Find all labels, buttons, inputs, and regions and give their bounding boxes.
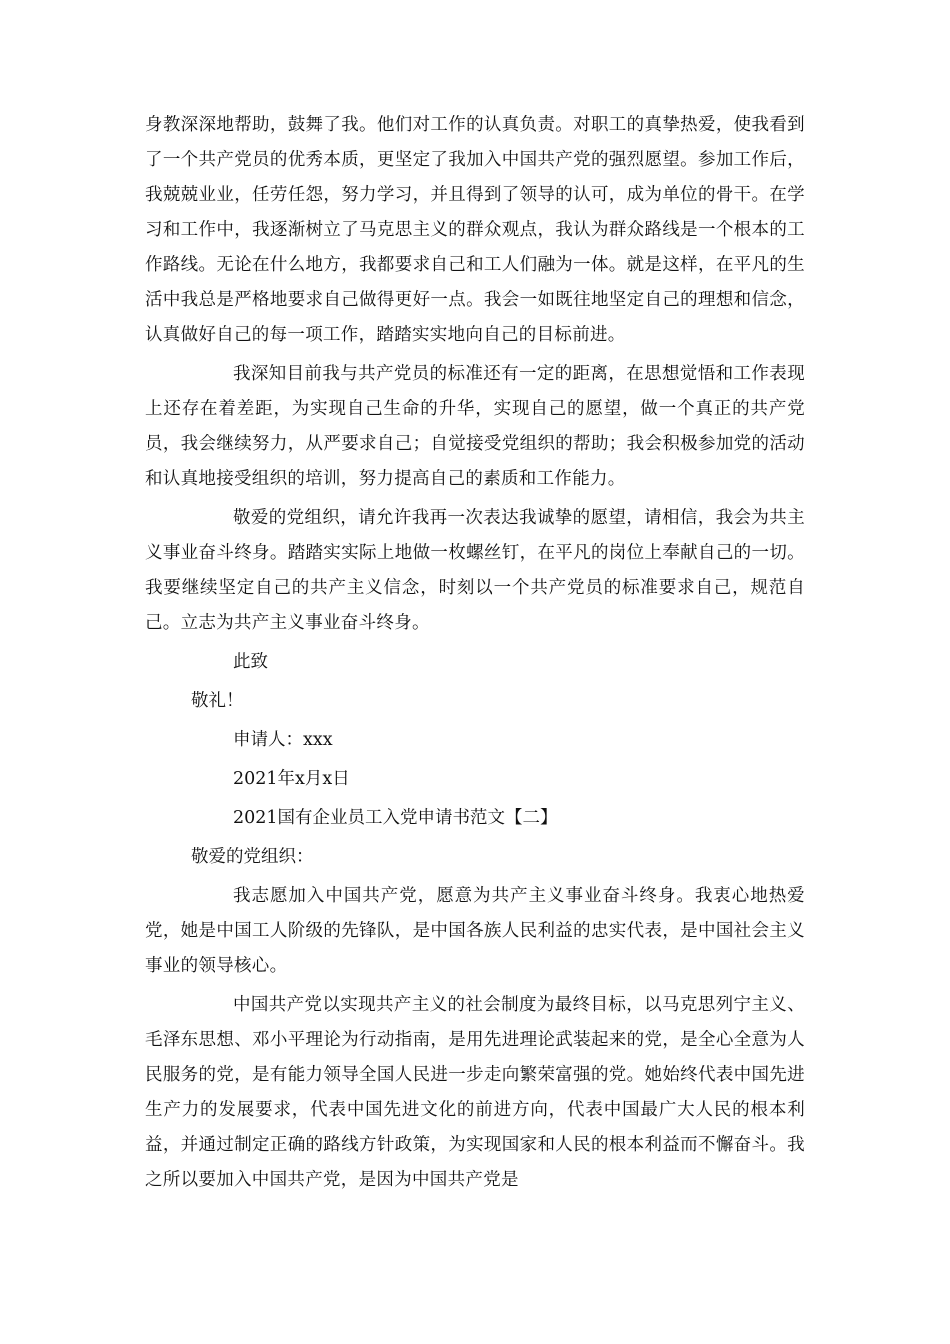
- date: 2021年x月x日: [233, 769, 350, 789]
- paragraph-2: 我深知目前我与共产党员的标准还有一定的距离，在思想觉悟和工作表现上还存在着差距，为实现自己生命的升华，实现自己的愿望，做一个真正的共产党员，我会继续努力，从严要求自己；自觉接受党组织的帮助；我会积极参加党的活动和认真地接受组织的培训，努力提高自己的素质和工作能力。: [145, 364, 805, 489]
- section-title: 2021国有企业员工入党申请书范文【二】: [233, 808, 558, 828]
- closing: 敬礼！: [191, 691, 244, 711]
- paragraph-4: 我志愿加入中国共产党，愿意为共产主义事业奋斗终身。我衷心地热爱党，她是中国工人阶级的先锋队，是中国各族人民利益的忠实代表，是中国社会主义事业的领导核心。: [145, 886, 805, 976]
- paragraph-3: 敬爱的党组织，请允许我再一次表达我诚挚的愿望，请相信，我会为共主义事业奋斗终身。踏踏实实际上地做一枚螺丝钉，在平凡的岗位上奉献自己的一切。我要继续坚定自己的共产主义信念，时刻以一个共产党员的标准要求自己，规范自己。立志为共产主义事业奋斗终身。: [145, 508, 805, 633]
- salutation: 此致: [233, 652, 268, 672]
- document-body: [145, 108, 805, 1198]
- greeting: 敬爱的党组织：: [191, 847, 314, 867]
- paragraph-5: 中国共产党以实现共产主义的社会制度为最终目标，以马克思列宁主义、毛泽东思想、邓小平理论为行动指南，是用先进理论武装起来的党，是全心全意为人民服务的党，是有能力领导全国人民进一步走向繁荣富强的党。她始终代表中国先进生产力的发展要求，代表中国先进文化的前进方向，代表中国最广大人民的根本利益，并通过制定正确的路线方针政策，为实现国家和人民的根本利益而不懈奋斗。我之所以要加入中国共产党，是因为中国共产党是: [145, 995, 805, 1190]
- paragraph-1: 身教深深地帮助，鼓舞了我。他们对工作的认真负责。对职工的真挚热爱，使我看到了一个共产党员的优秀本质，更坚定了我加入中国共产党的强烈愿望。参加工作后，我兢兢业业，任劳任怨，努力学习，并且得到了领导的认可，成为单位的骨干。在学习和工作中，我逐渐树立了马克思主义的群众观点，我认为群众路线是一个根本的工作路线。无论在什么地方，我都要求自己和工人们融为一体。就是这样，在平凡的生活中我总是严格地要求自己做得更好一点。我会一如既往地坚定自己的理想和信念，认真做好自己的每一项工作，踏踏实实地向自己的目标前进。: [145, 115, 805, 345]
- signature: 申请人：xxx: [233, 730, 333, 750]
